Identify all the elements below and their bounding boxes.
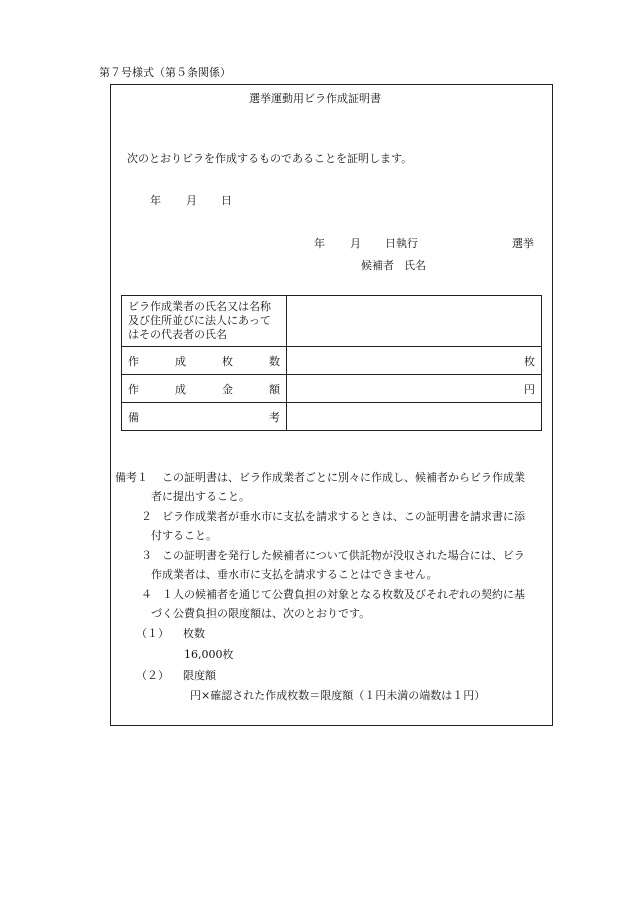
sub-2-number: （２）: [136, 669, 169, 682]
note-1-line-1: この証明書は、ビラ作成業者ごとに別々に作成し、候補者からビラ作成業: [162, 471, 525, 484]
table-row: [122, 347, 542, 375]
flyer-info-table: [121, 295, 542, 431]
note-3-line-2: 作成業者は、垂水市に支払を請求することはできません。: [151, 568, 438, 581]
execution-day: 日執行: [385, 237, 418, 250]
issue-date-month: 月: [186, 194, 197, 207]
count-label-char: 成: [175, 354, 186, 368]
issue-date-day: 日: [221, 194, 232, 207]
sub-2-label: 限度額: [183, 669, 216, 682]
execution-month: 月: [350, 237, 361, 250]
form-number-label: 第７号様式（第５条関係）: [99, 66, 231, 79]
count-label-char: 枚: [222, 354, 233, 368]
certification-statement: 次のとおりビラを作成するものであることを証明します。: [127, 152, 413, 165]
note-4-number: ４: [141, 588, 152, 601]
note-4-line-1: １人の候補者を通じて公費負担の対象となる枚数及びそれぞれの契約に基: [162, 588, 525, 601]
remarks-value-field[interactable]: [287, 403, 542, 431]
note-2-line-1: ビラ作成業者が垂水市に支払を請求するときは、この証明書を請求書に添: [162, 510, 525, 523]
remarks-label-char: 考: [269, 410, 280, 424]
candidate-name-label: 氏名: [404, 259, 426, 272]
remarks-label: [122, 403, 287, 431]
count-label: [122, 347, 287, 375]
sub-2-value: 円×確認された作成枚数＝限度額（１円未満の端数は１円）: [190, 689, 486, 702]
sub-1-value: 16,000枚: [184, 648, 234, 661]
note-3-line-1: この証明書を発行した候補者について供託物が没収された場合には、ビラ: [162, 549, 525, 562]
amount-label-char: 額: [269, 382, 280, 396]
amount-label-char: 成: [175, 382, 186, 396]
count-value-field[interactable]: [287, 347, 542, 375]
candidate-label: 候補者: [361, 259, 394, 272]
execution-year: 年: [314, 237, 325, 250]
table-row: [122, 375, 542, 403]
amount-label-char: 作: [128, 382, 139, 396]
amount-value-field[interactable]: [287, 375, 542, 403]
remarks-label-char: 備: [128, 410, 139, 424]
note-2-number: ２: [141, 510, 152, 523]
document-title: 選挙運動用ビラ作成証明書: [249, 92, 381, 105]
table-row: [122, 296, 542, 347]
table-row: [122, 403, 542, 431]
sub-1-number: （１）: [136, 627, 169, 640]
issue-date-year: 年: [150, 194, 161, 207]
note-3-number: ３: [141, 549, 152, 562]
note-2-line-2: 付すること。: [151, 529, 217, 542]
amount-unit: 円: [524, 382, 535, 396]
amount-label: [122, 375, 287, 403]
amount-label-char: 金: [222, 382, 233, 396]
note-4-line-2: づく公費負担の限度額は、次のとおりです。: [151, 607, 371, 620]
contractor-value-field[interactable]: [287, 296, 542, 347]
count-label-char: 作: [128, 354, 139, 368]
count-unit: 枚: [524, 354, 535, 368]
notes-heading: 備考１: [115, 471, 148, 484]
contractor-label: ビラ作成業者の氏名又は名称及び住所並びに法人にあってはその代表者の氏名: [122, 296, 287, 347]
note-1-line-2: 者に提出すること。: [151, 490, 250, 503]
sub-1-label: 枚数: [183, 627, 205, 640]
election-label: 選挙: [512, 237, 534, 250]
count-label-char: 数: [269, 354, 280, 368]
